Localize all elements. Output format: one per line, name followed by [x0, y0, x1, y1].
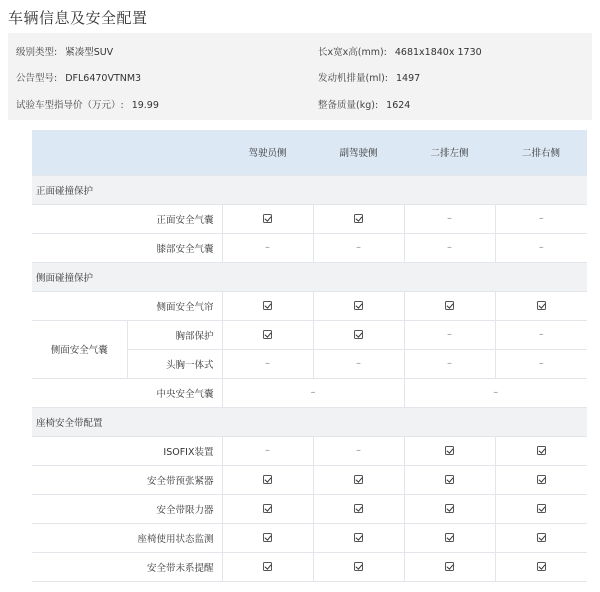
- checkbox-checked-icon: [263, 504, 272, 513]
- table-header-row: [32, 130, 587, 175]
- header-rear-left: 二排左侧: [404, 130, 495, 175]
- table-row: [32, 233, 587, 262]
- value-cell-check: [222, 320, 313, 349]
- info-level: [16, 44, 113, 58]
- info-model-value: DFL6470VTNM3: [65, 73, 142, 84]
- value-cell-dash: –: [313, 349, 404, 378]
- value-cell-check: [404, 291, 495, 320]
- info-weight-label: 整备质量(kg):: [318, 100, 379, 111]
- info-price-value: 19.99: [131, 100, 159, 111]
- value-cell-check: [495, 523, 587, 552]
- info-weight-value: 1624: [386, 100, 411, 111]
- checkbox-checked-icon: [537, 533, 546, 542]
- table-row: [32, 378, 587, 407]
- checkbox-checked-icon: [537, 446, 546, 455]
- value-cell-check: [313, 552, 404, 581]
- value-cell-check: [313, 523, 404, 552]
- value-cell-check: [404, 494, 495, 523]
- safety-config-table: [32, 130, 587, 582]
- value-cell-check: [222, 552, 313, 581]
- value-cell-dash: –: [495, 349, 587, 378]
- feature-label: 头胸一体式: [127, 349, 222, 378]
- table-row: [32, 320, 587, 349]
- value-cell-check: [495, 291, 587, 320]
- value-cell-check: [313, 494, 404, 523]
- info-size-label: 长x宽x高(mm):: [318, 47, 387, 58]
- info-weight: [318, 97, 410, 111]
- table-row: [32, 436, 587, 465]
- checkbox-checked-icon: [354, 533, 363, 542]
- header-rear-right: 二排右侧: [495, 130, 587, 175]
- info-price-label: 试验车型指导价（万元）:: [16, 100, 124, 111]
- center-airbag-rear: –: [404, 378, 587, 407]
- section-row: [32, 175, 587, 204]
- value-cell-check: [495, 465, 587, 494]
- checkbox-checked-icon: [354, 475, 363, 484]
- info-level-value: 紧凑型SUV: [65, 47, 114, 58]
- value-cell-dash: –: [495, 204, 587, 233]
- section-side: 侧面碰撞保护: [32, 262, 587, 291]
- header-driver: 驾驶员侧: [222, 130, 313, 175]
- section-frontal: 正面碰撞保护: [32, 175, 587, 204]
- checkbox-checked-icon: [354, 330, 363, 339]
- info-price: [16, 97, 159, 111]
- value-cell-check: [222, 523, 313, 552]
- feature-label: ISOFIX装置: [32, 436, 222, 465]
- value-cell-check: [313, 204, 404, 233]
- feature-label: 胸部保护: [127, 320, 222, 349]
- info-size: [318, 44, 482, 58]
- feature-label: 侧面安全气帘: [32, 291, 222, 320]
- value-cell-dash: –: [495, 233, 587, 262]
- value-cell-dash: –: [222, 436, 313, 465]
- table-row: [32, 494, 587, 523]
- info-displacement: [318, 70, 420, 84]
- checkbox-checked-icon: [263, 301, 272, 310]
- checkbox-checked-icon: [263, 330, 272, 339]
- table-row: [32, 291, 587, 320]
- checkbox-checked-icon: [537, 504, 546, 513]
- info-displacement-value: 1497: [396, 73, 421, 84]
- checkbox-checked-icon: [537, 475, 546, 484]
- center-airbag-front: –: [222, 378, 404, 407]
- feature-label: 中央安全气囊: [32, 378, 222, 407]
- checkbox-checked-icon: [263, 533, 272, 542]
- feature-label: 膝部安全气囊: [32, 233, 222, 262]
- checkbox-checked-icon: [445, 504, 454, 513]
- value-cell-dash: –: [313, 436, 404, 465]
- feature-label: 正面安全气囊: [32, 204, 222, 233]
- checkbox-checked-icon: [445, 533, 454, 542]
- value-cell-check: [404, 523, 495, 552]
- value-cell-check: [404, 436, 495, 465]
- feature-label: 安全带未系提醒: [32, 552, 222, 581]
- value-cell-check: [222, 204, 313, 233]
- value-cell-check: [222, 494, 313, 523]
- section-row: [32, 262, 587, 291]
- value-cell-check: [313, 465, 404, 494]
- value-cell-dash: –: [404, 320, 495, 349]
- checkbox-checked-icon: [354, 214, 363, 223]
- value-cell-check: [313, 320, 404, 349]
- vehicle-info-panel: [8, 33, 592, 120]
- value-cell-check: [495, 552, 587, 581]
- info-size-value: 4681x1840x 1730: [394, 47, 482, 58]
- table-row: [32, 552, 587, 581]
- header-passenger: 副驾驶侧: [313, 130, 404, 175]
- checkbox-checked-icon: [263, 214, 272, 223]
- table-row: [32, 523, 587, 552]
- value-cell-dash: –: [222, 349, 313, 378]
- checkbox-checked-icon: [354, 562, 363, 571]
- page-title: 车辆信息及安全配置: [8, 9, 148, 27]
- section-row: [32, 407, 587, 436]
- value-cell-check: [404, 552, 495, 581]
- feature-label: 安全带限力器: [32, 494, 222, 523]
- checkbox-checked-icon: [445, 446, 454, 455]
- checkbox-checked-icon: [537, 562, 546, 571]
- info-displacement-label: 发动机排量(ml):: [318, 73, 389, 84]
- checkbox-checked-icon: [445, 562, 454, 571]
- value-cell-check: [313, 291, 404, 320]
- checkbox-checked-icon: [354, 504, 363, 513]
- value-cell-check: [222, 291, 313, 320]
- info-model: [16, 70, 141, 84]
- value-cell-dash: –: [404, 204, 495, 233]
- checkbox-checked-icon: [263, 562, 272, 571]
- value-cell-dash: –: [495, 320, 587, 349]
- info-level-label: 级别类型:: [16, 47, 58, 58]
- checkbox-checked-icon: [445, 475, 454, 484]
- value-cell-dash: –: [222, 233, 313, 262]
- side-airbag-group-label: 侧面安全气囊: [32, 320, 127, 378]
- table-row: [32, 465, 587, 494]
- checkbox-checked-icon: [263, 475, 272, 484]
- section-belt: 座椅安全带配置: [32, 407, 587, 436]
- value-cell-dash: –: [313, 233, 404, 262]
- info-model-label: 公告型号:: [16, 73, 58, 84]
- checkbox-checked-icon: [354, 301, 363, 310]
- value-cell-check: [495, 494, 587, 523]
- checkbox-checked-icon: [537, 301, 546, 310]
- value-cell-check: [222, 465, 313, 494]
- value-cell-dash: –: [404, 233, 495, 262]
- value-cell-check: [495, 436, 587, 465]
- checkbox-checked-icon: [445, 301, 454, 310]
- feature-label: 安全带预张紧器: [32, 465, 222, 494]
- feature-label: 座椅使用状态监测: [32, 523, 222, 552]
- value-cell-check: [404, 465, 495, 494]
- value-cell-dash: –: [404, 349, 495, 378]
- table-row: [32, 204, 587, 233]
